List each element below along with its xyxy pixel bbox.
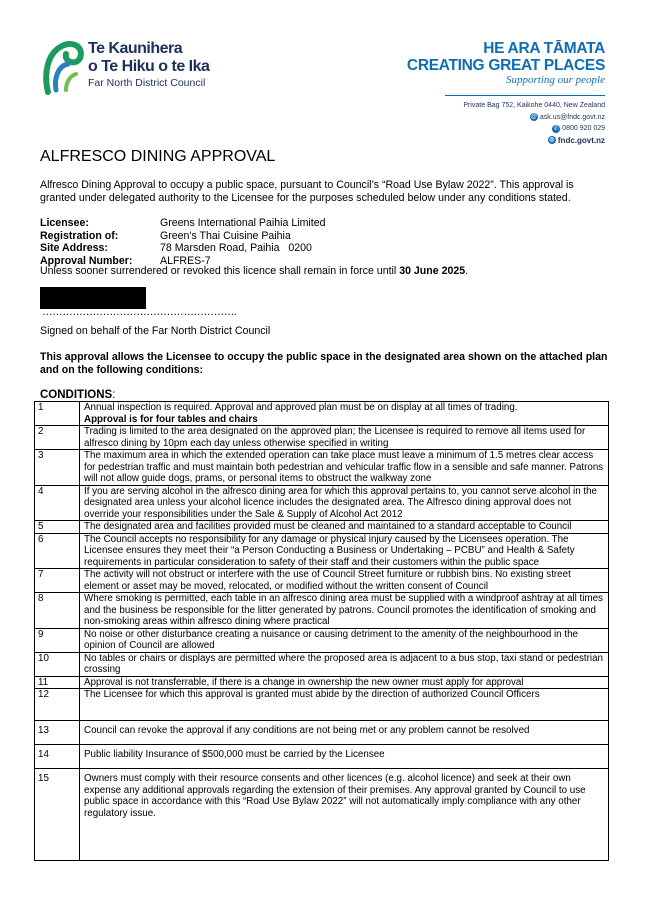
condition-highlight: Approval is for four tables and chairs [84, 413, 258, 425]
signature-line: …………………………………………………. [42, 306, 237, 318]
approval-scope: This approval allows the Licensee to occupy the public space in the designated area shown on the attached plan and on the following conditions: [40, 351, 608, 376]
detail-site-address: Site Address: 78 Marsden Road, Paihia 0200 [40, 242, 312, 254]
condition-text: Trading is limited to the area designated on the approved plan; the Licensee is required to remove all items used for alfresco dining by 10pm each day unless otherwise specified in writing [80, 426, 609, 450]
table-row [35, 593, 609, 629]
detail-approval-number: Approval Number: ALFRES-7 [40, 254, 211, 267]
contact-block [463, 100, 605, 146]
intro-paragraph: Alfresco Dining Approval to occupy a public space, pursuant to Council’s “Road Use Bylaw 2022”. This approval is granted under delegated authority to the Licensee for the purposes scheduled below under any conditions stated. [40, 179, 574, 204]
table-row [35, 745, 609, 769]
condition-number: 2 [35, 426, 80, 450]
condition-text: No noise or other disturbance creating a nuisance or causing detriment to the amenity of the neighbourhood in the opinion of Council are allowed [80, 628, 609, 652]
detail-licensee: Licensee: Greens International Paihia Limited [40, 217, 326, 229]
condition-number: 15 [35, 769, 80, 861]
table-row [35, 426, 609, 450]
condition-number: 11 [35, 676, 80, 689]
contact-email: @ ask.us@fndc.govt.nz [530, 113, 605, 121]
licence-details [40, 217, 325, 267]
table-row [35, 402, 609, 426]
email-icon: @ [530, 114, 537, 121]
condition-text: No tables or chairs or displays are permitted where the proposed area is adjacent to a bus stop, taxi stand or pedestrian crossing [80, 652, 609, 676]
condition-text: If you are serving alcohol in the alfresco dining area for which this approval pertains to, you cannot serve alcohol in the designated area unless your alcohol licence includes the designated area. The Alfresco dining approval does not override your responsibilities under the Sale & Supply of Alcohol Act 2012 [80, 485, 609, 521]
condition-number: 10 [35, 652, 80, 676]
condition-number: 3 [35, 450, 80, 486]
condition-text: Council can revoke the approval if any conditions are not being met or any problem cannot be resolved [80, 721, 609, 745]
detail-registration: Registration of: Green's Thai Cuisine Paihia [40, 229, 291, 242]
table-row [35, 569, 609, 593]
logo-line-3: Far North District Council [88, 77, 206, 89]
condition-number: 14 [35, 745, 80, 769]
slogan-line-1: HE ARA TĀMATA [483, 40, 605, 57]
council-logo-icon [40, 40, 84, 96]
table-row [35, 533, 609, 569]
condition-number: 6 [35, 533, 80, 569]
condition-text: Public liability Insurance of $500,000 must be carried by the Licensee [80, 745, 609, 769]
table-row [35, 721, 609, 745]
table-row [35, 689, 609, 721]
condition-number: 5 [35, 521, 80, 534]
conditions-table [34, 401, 609, 861]
condition-number: 8 [35, 593, 80, 629]
condition-text: The Licensee for which this approval is granted must abide by the direction of authorized Council Officers [80, 689, 609, 721]
condition-number: 13 [35, 721, 80, 745]
table-row [35, 628, 609, 652]
expiry-date: 30 June 2025 [399, 265, 466, 277]
condition-number: 9 [35, 628, 80, 652]
condition-text: Owners must comply with their resource consents and other licences (e.g. alcohol licence) and seek at their own expense any additional approvals regarding the extension of their premises. Any approval granted by Council to use public space in accordance with this “Road Use Bylaw 2022” will not automatically imply compliance with any other regulatory issue. [80, 769, 609, 861]
condition-text: The Council accepts no responsibility for any damage or physical injury caused by the Licensees operation. The Licensee ensures they meet their “a Person Conducting a Business or Undertaking – PCBU” and Health & Safety requirements in particular consideration to safety of their staff and their customers within the public space [80, 533, 609, 569]
page-title: ALFRESCO DINING APPROVAL [40, 148, 276, 165]
logo-line-2: o Te Hiku o te Ika [88, 58, 210, 75]
table-row [35, 769, 609, 861]
slogan-line-3: Supporting our people [506, 74, 605, 86]
condition-number: 12 [35, 689, 80, 721]
table-row [35, 521, 609, 534]
phone-icon: ✆ [553, 125, 559, 132]
condition-text: The maximum area in which the extended operation can take place must leave a minimum of 1.5 metres clear access for pedestrian traffic and must maintain both pedestrian and vehicular traffic flow in a sensible and safe manner. Patrons will not allow guide dogs, prams, or personal items to obstruct the walkway zone [80, 450, 609, 486]
globe-icon: ◎ [549, 137, 555, 144]
slogan-line-2: CREATING GREAT PLACES [406, 57, 605, 74]
condition-text: Where smoking is permitted, each table in an alfresco dining area must be supplied with a windproof ashtray at all times and the business be responsible for the litter generated by patrons. Council promotes the identification of smoking and non-smoking areas within alfresco dining where practical [80, 593, 609, 629]
table-row [35, 485, 609, 521]
table-row [35, 676, 609, 689]
condition-text: The activity will not obstruct or interfere with the use of Council Street furniture or rubbish bins. No existing street element or asset may be moved, relocated, or modified without the written consent of Council [80, 569, 609, 593]
table-row [35, 652, 609, 676]
condition-text: Annual inspection is required. Approval and approved plan must be on display at all times of trading. Approval is for four tables and chairs [80, 402, 609, 426]
condition-number: 4 [35, 485, 80, 521]
condition-number: 7 [35, 569, 80, 593]
table-row [35, 450, 609, 486]
contact-phone: ✆ 0800 920 029 [553, 125, 605, 132]
conditions-heading: CONDITIONS: [40, 389, 116, 401]
signed-statement: Signed on behalf of the Far North District Council [40, 325, 271, 337]
council-logo-text [88, 40, 208, 90]
slogan [407, 40, 605, 87]
slogan-divider [445, 95, 605, 96]
condition-number: 1 [35, 402, 80, 426]
condition-text: Approval is not transferrable, if there is a change in ownership the new owner must apply for approval [80, 676, 609, 689]
logo-line-1: Te Kaunihera [88, 40, 183, 57]
contact-website: ◎ fndc.govt.nz [549, 135, 605, 145]
validity-statement: Unless sooner surrendered or revoked this licence shall remain in force until 30 June 2025. [40, 265, 469, 277]
contact-address: Private Bag 752, Kaikohe 0440, New Zealand [463, 102, 605, 109]
condition-text: The designated area and facilities provided must be cleaned and maintained to a standard acceptable to Council [80, 521, 609, 534]
